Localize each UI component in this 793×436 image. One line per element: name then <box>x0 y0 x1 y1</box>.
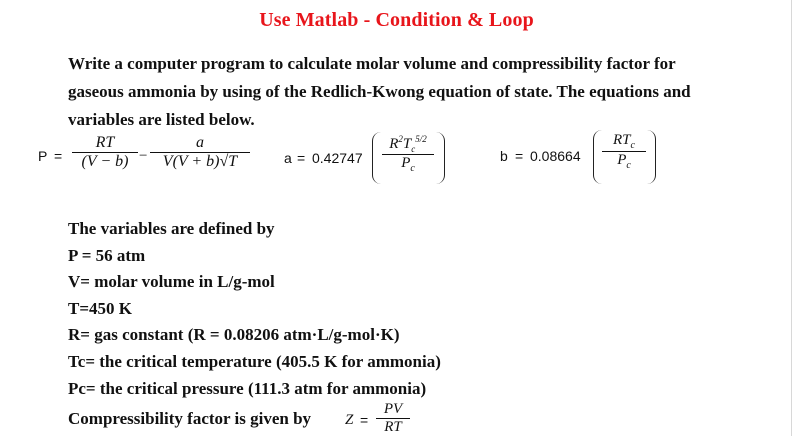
eq-equals: = <box>360 412 369 428</box>
sqrt-icon: √ <box>219 153 229 170</box>
num-part: 2 <box>398 134 403 144</box>
eq-a-coef: 0.42747 <box>312 150 363 166</box>
den-part: P <box>401 155 411 171</box>
fraction-numerator: PV <box>383 401 403 417</box>
right-paren <box>647 130 656 184</box>
left-paren <box>593 130 602 184</box>
fraction-numerator <box>382 134 434 154</box>
list-item: Tc= the critical temperature (405.5 K for ammonia) <box>68 351 441 371</box>
fraction-numerator: RT <box>95 134 115 151</box>
intro-paragraph <box>68 50 768 134</box>
fraction-denominator: RT <box>384 419 402 435</box>
left-paren <box>372 132 381 184</box>
a-param-fraction <box>382 134 434 174</box>
eq-equals: = <box>515 148 524 164</box>
num-part: 5/2 <box>415 134 427 144</box>
variables-list <box>68 216 441 402</box>
compressibility-line <box>68 409 311 429</box>
variables-heading: The variables are defined by <box>68 219 275 238</box>
den-part: P <box>617 152 627 168</box>
denominator-part: T <box>228 153 238 170</box>
intro-line: gaseous ammonia by using of the Redlich-Kwong equation of state. The equations and <box>68 82 691 101</box>
denominator-part: V(V + b) <box>162 153 220 170</box>
eq-z-lhs: Z <box>345 412 354 428</box>
eq-a-lhs: a <box>284 150 292 166</box>
list-item: T=450 K <box>68 298 132 318</box>
list-item: R= gas constant (R = 0.08206 atm·L/g-mol·K) <box>68 325 400 345</box>
fraction-denominator <box>382 155 434 174</box>
num-part: c <box>411 144 416 154</box>
num-part: T <box>402 136 412 152</box>
eq-minus: − <box>139 148 148 164</box>
num-part: R <box>389 136 399 152</box>
num-part: RT <box>613 132 631 148</box>
eq-p-lhs: P <box>38 148 48 164</box>
list-item: P = 56 atm <box>68 245 146 265</box>
eq-equals: = <box>297 150 306 166</box>
b-param-fraction <box>602 132 646 171</box>
den-part: c <box>410 163 415 174</box>
eq-b-coef: 0.08664 <box>530 148 581 164</box>
z-fraction <box>376 401 410 436</box>
fraction-numerator: a <box>196 134 204 151</box>
fraction-numerator <box>602 132 646 151</box>
intro-line: Write a computer program to calculate molar volume and compressibility factor for <box>68 54 676 73</box>
intro-line: variables are listed below. <box>68 110 255 129</box>
eq-equals: = <box>54 148 63 164</box>
fraction-denominator <box>150 153 250 171</box>
list-item: V= molar volume in L/g-mol <box>68 272 275 292</box>
page-title: Use Matlab - Condition & Loop <box>259 9 534 31</box>
den-part: c <box>626 160 631 171</box>
eq-b-lhs: b <box>500 148 508 164</box>
fraction-denominator <box>602 152 646 171</box>
rt-fraction <box>72 134 138 171</box>
compressibility-text: Compressibility factor is given by <box>68 409 312 428</box>
fraction-denominator: (V − b) <box>81 153 129 170</box>
num-part: c <box>630 140 635 151</box>
right-paren <box>436 132 445 184</box>
a-fraction <box>150 134 250 171</box>
list-item: Pc= the critical pressure (111.3 atm for ammonia) <box>68 378 427 398</box>
